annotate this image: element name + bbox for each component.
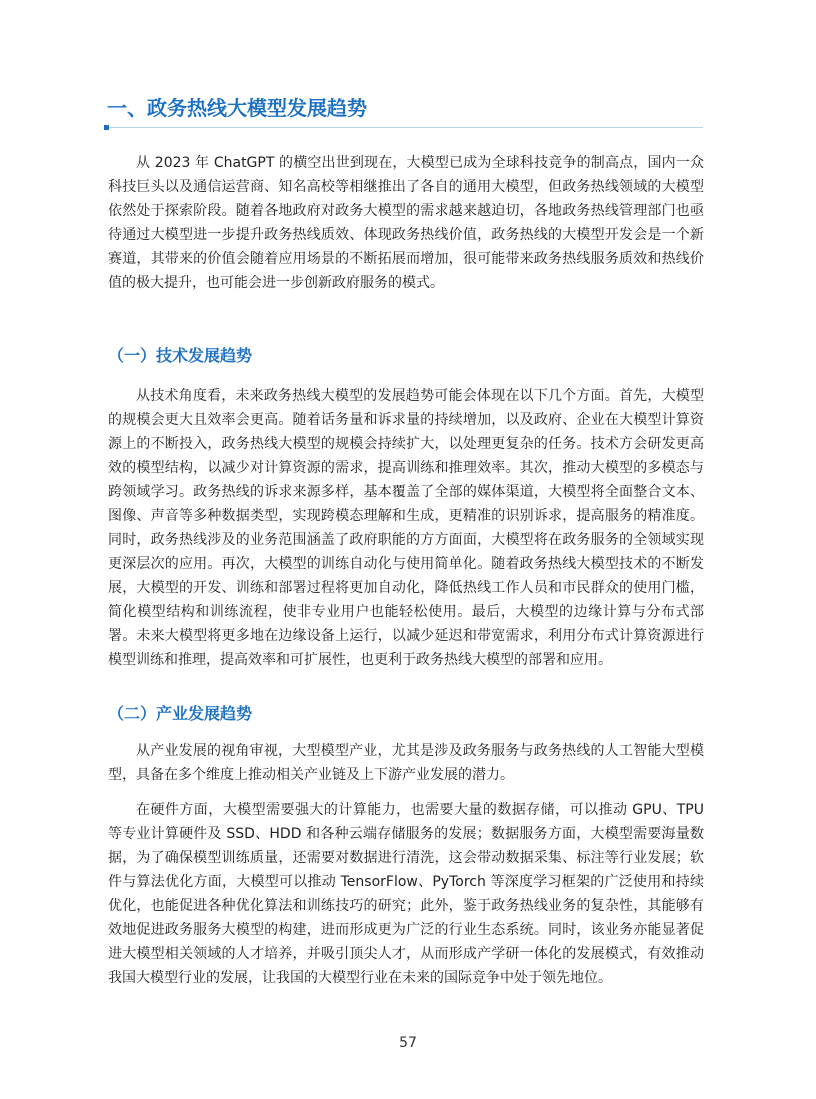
title-marker	[104, 125, 109, 130]
industry-paragraph-2: 在硬件方面，大模型需要强大的计算能力，也需要大量的数据存储，可以推动 GPU、TPU 等专业计算硬件及 SSD、HDD 和各种云端存储服务的发展；数据服务方面，大模型需要海量数据，为了确保模型训练质量，还需要对数据进行清洗，这会带动数据采集、标注等行业发展；软件与算法优化方面，大模型可以推动 TensorFlow、PyTorch 等深度学习框架的广泛使用和持续优化，也能促进各种优化算法和训练技巧的研究；此外，鉴于政务热线业务的复杂性，其能够有效地促进政务服务大模型的构建，进而形成更为广泛的行业生态系统。同时，该业务亦能显著促进大模型相关领域的人才培养，并吸引顶尖人才，从而形成产学研一体化的发展模式，有效推动我国大模型行业的发展，让我国的大模型行业在未来的国际竞争中处于领先地位。	[108, 802, 704, 986]
industry-trend-heading: （二）产业发展趋势	[108, 704, 253, 723]
intro-paragraph: 从 2023 年 ChatGPT 的横空出世到现在，大模型已成为全球科技竞争的制高点，国内一众科技巨头以及通信运营商、知名高校等相继推出了各自的通用大模型，但政务热线领域的大模型依然处于探索阶段。随着各地政府对政务大模型的需求越来越迫切，各地政务热线管理部门也亟待通过大模型进一步提升政务热线质效、体现政务热线价值，政务热线的大模型开发会是一个新赛道，其带来的价值会随着应用场景的不断拓展而增加，很可能带来政务热线服务质效和热线价值的极大提升，也可能会进一步创新政府服务的模式。	[108, 155, 704, 291]
industry-paragraph-1: 从产业发展的视角审视，大型模型产业，尤其是涉及政务服务与政务热线的人工智能大型模型，具备在多个维度上推动相关产业链及上下游产业发展的潜力。	[108, 743, 704, 783]
tech-trend-heading: （一）技术发展趋势	[108, 346, 253, 365]
page-number: 57	[399, 1035, 417, 1051]
tech-trend-paragraph: 从技术角度看，未来政务热线大模型的发展趋势可能会体现在以下几个方面。首先，大模型的规模会更大且效率会更高。随着话务量和诉求量的持续增加，以及政府、企业在大模型计算资源上的不断投入，政务热线大模型的规模会持续扩大，以处理更复杂的任务。技术方会研发更高效的模型结构，以减少对计算资源的需求，提高训练和推理效率。其次，推动大模型的多模态与跨领域学习。政务热线的诉求来源多样，基本覆盖了全部的媒体渠道，大模型将全面整合文本、图像、声音等多种数据类型，实现跨模态理解和生成，更精准的识别诉求，提高服务的精准度。同时，政务热线涉及的业务范围涵盖了政府职能的方方面面，大模型将在政务服务的全领域实现更深层次的应用。再次，大模型的训练自动化与使用简单化。随着政务热线大模型技术的不断发展，大模型的开发、训练和部署过程将更加自动化，降低热线工作人员和市民群众的使用门槛，简化模型结构和训练流程，使非专业用户也能轻松使用。最后，大模型的边缘计算与分布式部署。未来大模型将更多地在边缘设备上运行，以减少延迟和带宽需求，利用分布式计算资源进行模型训练和推理，提高效率和可扩展性，也更利于政务热线大模型的部署和应用。	[108, 388, 704, 668]
section-title: 一、政务热线大模型发展趋势	[107, 96, 367, 120]
title-underline	[107, 127, 703, 128]
